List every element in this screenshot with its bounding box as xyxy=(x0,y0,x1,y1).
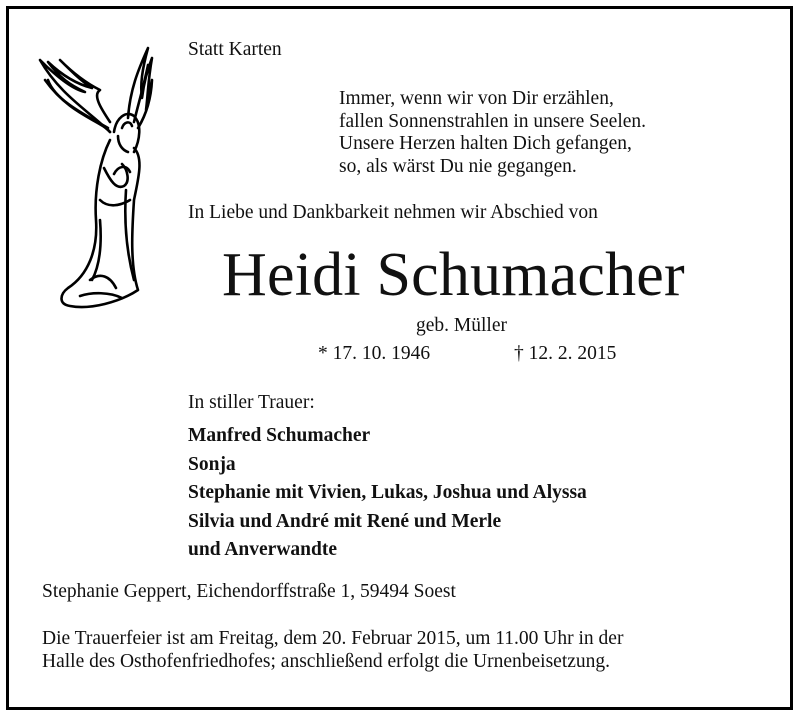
poem-line: Immer, wenn wir von Dir erzählen, xyxy=(339,88,614,109)
list-item: Manfred Schumacher xyxy=(188,425,371,446)
statt-karten-text: Statt Karten xyxy=(188,39,282,60)
list-item: und Anverwandte xyxy=(188,539,337,560)
poem xyxy=(339,88,646,178)
list-item: Stephanie mit Vivien, Lukas, Joshua und Alyssa xyxy=(188,482,587,503)
service-line: Halle des Osthofenfriedhofes; anschließend erfolgt die Urnenbeisetzung. xyxy=(42,651,611,672)
birth-date: * 17. 10. 1946 xyxy=(318,343,431,364)
poem-line: so, als wärst Du nie gegangen. xyxy=(339,155,577,177)
intro-text: In Liebe und Dankbarkeit nehmen wir Abschied von xyxy=(188,202,598,223)
angel-icon xyxy=(30,40,160,320)
service-line: Die Trauerfeier ist am Freitag, dem 20. Februar 2015, um 11.00 Uhr in der xyxy=(42,628,624,649)
mourners-list xyxy=(188,422,587,565)
mourners-heading: In stiller Trauer: xyxy=(188,392,315,413)
maiden-name: geb. Müller xyxy=(416,315,507,336)
contact-address: Stephanie Geppert, Eichendorffstraße 1, 59494 Soest xyxy=(42,581,456,602)
death-date: † 12. 2. 2015 xyxy=(514,343,617,364)
deceased-name: Heidi Schumacher xyxy=(222,241,685,309)
poem-line: fallen Sonnenstrahlen in unsere Seelen. xyxy=(339,110,647,132)
list-item: Sonja xyxy=(188,453,236,475)
service-info xyxy=(42,627,623,673)
poem-line: Unsere Herzen halten Dich gefangen, xyxy=(339,133,632,154)
list-item: Silvia und André mit René und Merle xyxy=(188,510,502,532)
